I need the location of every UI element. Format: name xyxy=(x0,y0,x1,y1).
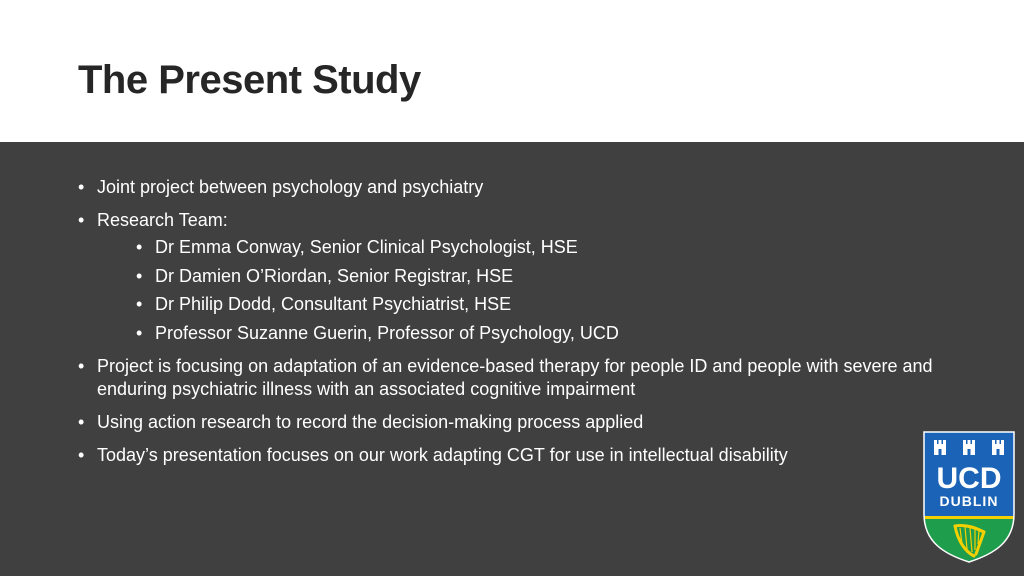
bullet-list xyxy=(78,176,938,477)
team-member: • Dr Emma Conway, Senior Clinical Psychologist, HSE xyxy=(97,236,938,259)
research-team-list xyxy=(97,236,938,345)
bullet-text: Today’s presentation focuses on our work adapting CGT for use in intellectual disability xyxy=(97,444,788,465)
bullet-item xyxy=(78,209,938,345)
bullet-text: Project is focusing on adaptation of an evidence-based therapy for people ID and people with severe and enduring psychiatric illness with an associated cognitive impairment xyxy=(97,355,933,399)
slide-title: The Present Study xyxy=(78,58,421,102)
bullet-text: Research Team: xyxy=(97,210,228,230)
bullet-item xyxy=(78,355,938,401)
bullet-text: Using action research to record the decision-making process applied xyxy=(97,411,644,432)
slide-body xyxy=(0,142,1024,576)
ucd-crest-icon xyxy=(922,430,1016,564)
logo-dublin-text: DUBLIN xyxy=(939,493,999,509)
bullet-text: Joint project between psychology and psychiatry xyxy=(97,177,484,197)
team-member: • Professor Suzanne Guerin, Professor of Psychology, UCD xyxy=(97,322,938,345)
team-member: • Dr Damien O’Riordan, Senior Registrar, HSE xyxy=(97,265,938,288)
bullet-item xyxy=(78,444,938,467)
bullet-item xyxy=(78,411,938,434)
bullet-item xyxy=(78,176,938,199)
logo-ucd-text: UCD xyxy=(936,462,1002,495)
team-member: • Dr Philip Dodd, Consultant Psychiatrist, HSE xyxy=(97,293,938,316)
slide-header xyxy=(0,0,1024,142)
